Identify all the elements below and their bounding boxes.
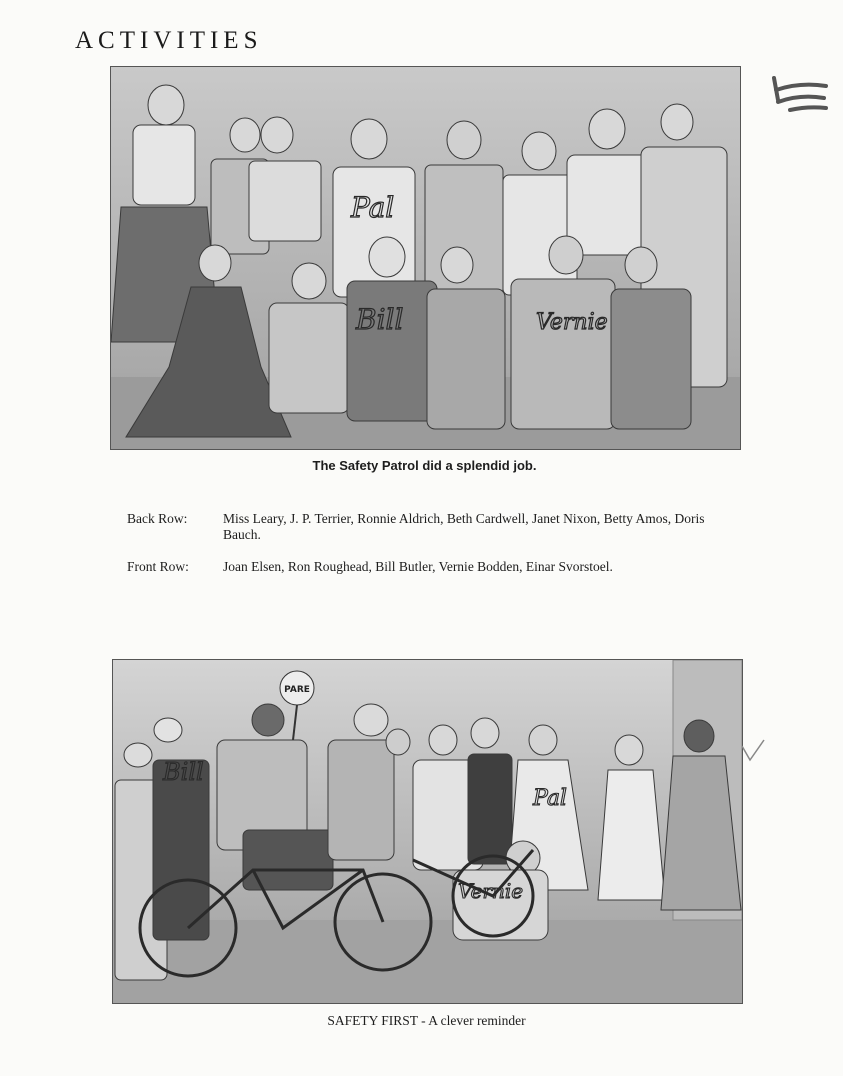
- photo-caption: SAFETY FIRST - A clever reminder: [327, 1013, 526, 1028]
- safety-patrol-photo: [110, 66, 741, 450]
- signature: Vernie: [458, 879, 524, 903]
- back-row-names: [127, 511, 727, 545]
- safety-first-photo: [112, 659, 743, 1004]
- front-row-names: [127, 559, 727, 577]
- row-names: Joan Elsen, Ron Roughead, Bill Butler, Vernie Bodden, Einar Svorstoel.: [223, 559, 613, 574]
- margin-scribble: [770, 70, 830, 125]
- row-label: Front Row:: [127, 559, 189, 574]
- row-label: Back Row:: [127, 511, 188, 526]
- photo-caption: The Safety Patrol did a splendid job.: [312, 458, 537, 473]
- signature: Pal: [533, 786, 567, 811]
- row-names: Miss Leary, J. P. Terrier, Ronnie Aldrich, Beth Cardwell, Janet Nixon, Betty Amos, Doris Bauch.: [223, 511, 705, 542]
- signature: Vernie: [536, 310, 608, 335]
- page-heading: ACTIVITIES: [75, 27, 263, 54]
- signature: Pal: [351, 191, 395, 224]
- signature: Bill: [356, 303, 404, 336]
- stop-sign-text: PARE: [284, 685, 310, 695]
- signature: Bill: [163, 758, 204, 786]
- margin-tick: [738, 738, 768, 768]
